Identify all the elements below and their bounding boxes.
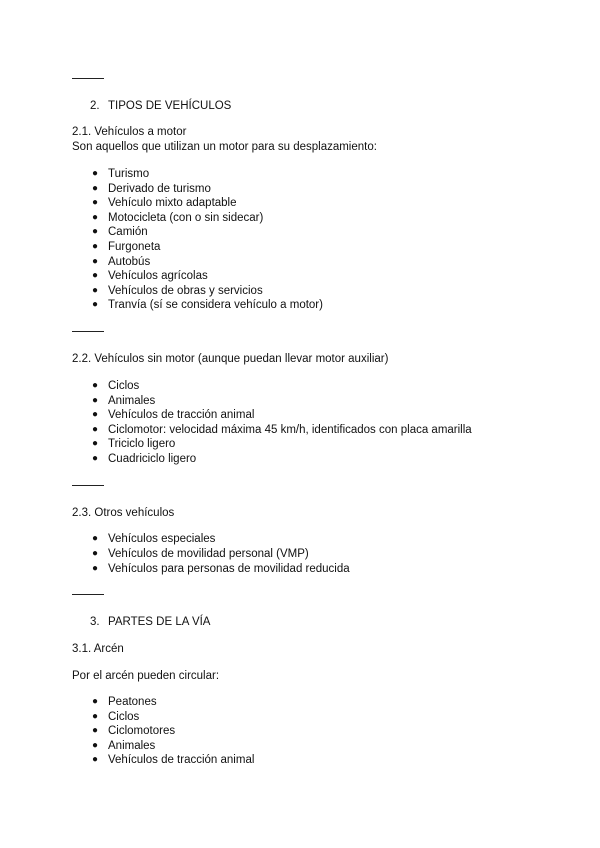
bullet-icon: ● [92, 197, 99, 209]
bullet-icon: ● [92, 270, 99, 282]
bullet-icon: ● [92, 710, 99, 722]
list-item: Vehículos para personas de movilidad reducida [108, 563, 350, 575]
bullet-icon: ● [92, 409, 99, 421]
bullet-icon: ● [92, 548, 99, 559]
bullet-icon: ● [92, 255, 99, 267]
bullet-icon: ● [92, 284, 99, 296]
section-number: 2. [90, 100, 100, 112]
list-item: Vehículos de tracción animal [108, 409, 255, 422]
bullet-icon: ● [92, 696, 99, 707]
horizontal-rule [72, 78, 104, 79]
horizontal-rule [72, 594, 104, 595]
bullet-icon: ● [92, 168, 99, 179]
subsection-heading: 3.1. Arcén [72, 643, 124, 655]
section-number: 3. [90, 616, 100, 628]
bullet-icon: ● [92, 211, 99, 223]
bullet-icon: ● [92, 725, 99, 737]
list-item: Vehículos de movilidad personal (VMP) [108, 548, 309, 560]
bullet-icon: ● [92, 226, 99, 238]
list-item: Cuadriciclo ligero [108, 453, 197, 465]
list-item: Ciclos [108, 710, 140, 723]
subsection-heading: 2.2. Vehículos sin motor (aunque puedan llevar motor auxiliar) [72, 353, 389, 365]
list-item: Motocicleta (con o sin sidecar) [108, 211, 264, 224]
list-item: Animales [108, 394, 156, 407]
list-item: Ciclomotores [108, 725, 176, 738]
bullet-icon: ● [92, 563, 99, 574]
bullet-icon: ● [92, 739, 99, 751]
bullet-icon: ● [92, 241, 99, 252]
list-item: Ciclomotor: velocidad máxima 45 km/h, identificados con placa amarilla [108, 423, 472, 436]
bullet-icon: ● [92, 394, 99, 406]
list-item: Vehículo mixto adaptable [108, 197, 237, 210]
list-item: Furgoneta [108, 241, 161, 253]
list-item: Ciclos [108, 380, 140, 392]
list-item: Vehículos de obras y servicios [108, 284, 263, 297]
list-item: Vehículos especiales [108, 533, 216, 545]
list-item: Peatones [108, 696, 157, 708]
bullet-icon: ● [92, 453, 99, 464]
list-item: Camión [108, 226, 148, 239]
paragraph: Son aquellos que utilizan un motor para su desplazamiento: [72, 141, 377, 153]
paragraph: Por el arcén pueden circular: [72, 670, 220, 682]
bullet-icon: ● [92, 423, 99, 435]
bullet-icon: ● [92, 380, 99, 391]
section-title: TIPOS DE VEHÍCULOS [108, 100, 232, 112]
bullet-icon: ● [92, 438, 99, 450]
list-item: Vehículos de tracción animal [108, 754, 255, 767]
list-item: Vehículos agrícolas [108, 270, 208, 283]
list-item: Autobús [108, 255, 151, 268]
list-item: Turismo [108, 168, 150, 180]
subsection-heading: 2.3. Otros vehículos [72, 507, 175, 519]
list-item: Triciclo ligero [108, 438, 176, 451]
bullet-icon: ● [92, 754, 99, 766]
list-item: Derivado de turismo [108, 182, 211, 195]
subsection-heading: 2.1. Vehículos a motor [72, 126, 187, 138]
bullet-icon: ● [92, 299, 99, 311]
section-title: PARTES DE LA VÍA [108, 616, 211, 628]
list-item: Tranvía (sí se considera vehículo a motor) [108, 299, 323, 312]
horizontal-rule [72, 485, 104, 486]
bullet-icon: ● [92, 182, 99, 194]
list-item: Animales [108, 739, 156, 752]
bullet-icon: ● [92, 533, 99, 544]
horizontal-rule [72, 331, 104, 332]
